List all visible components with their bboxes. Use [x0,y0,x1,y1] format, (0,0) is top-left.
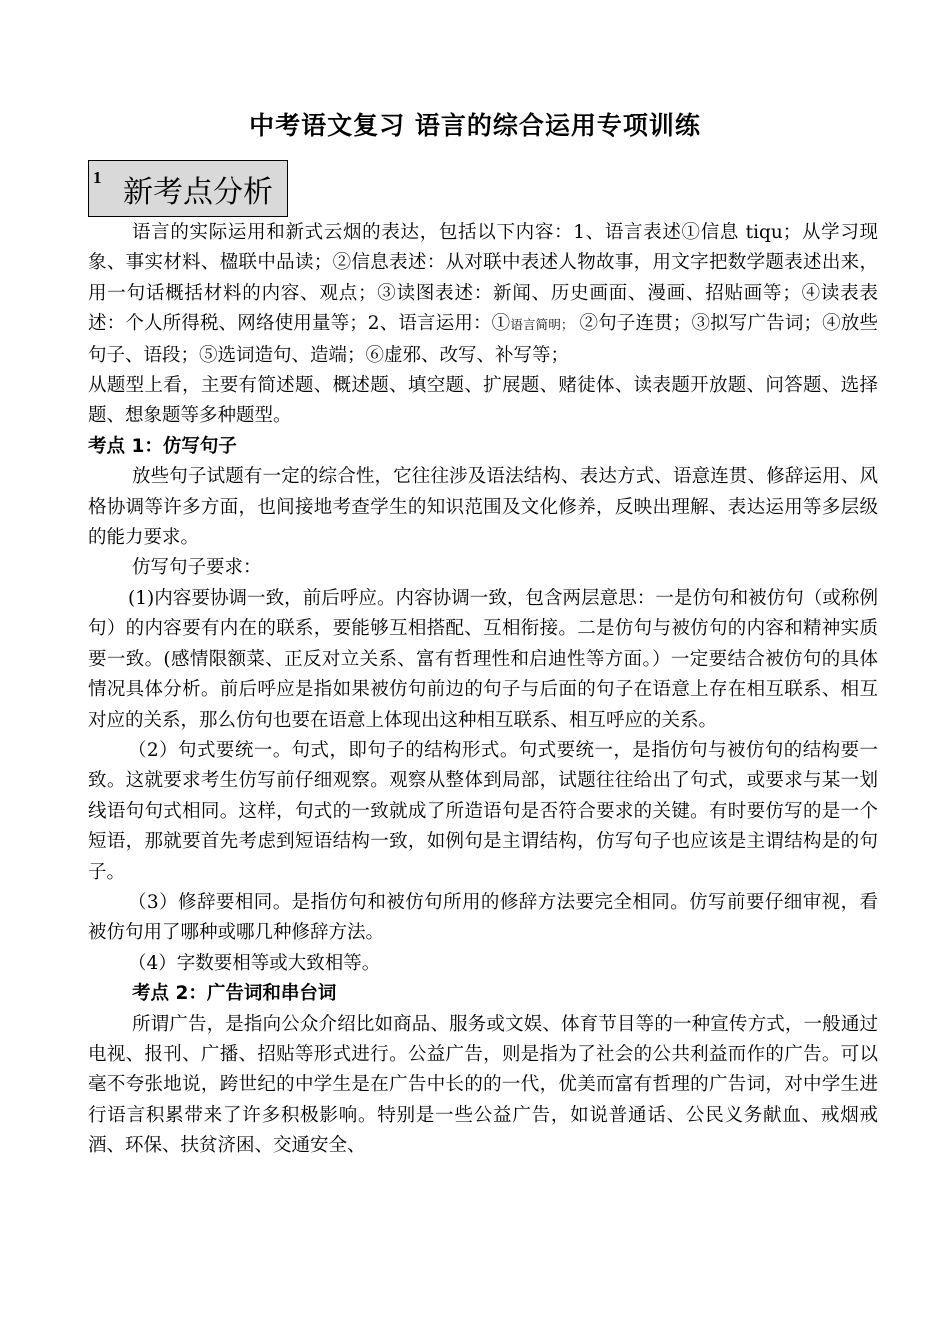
small-text: 语言简明； [510,317,574,333]
section-heading-box [88,160,288,217]
heading-point-1: 考点 1：仿写句子 [88,435,237,457]
section-number: 1 [93,168,102,187]
paragraph-point-1-intro: 放些句子试题有一定的综合性，它往往涉及语法结构、表达方式、语意连贯、修辞运用、风格协调等许多方面，也间接地考查学生的知识范围及文化修养，反映出理解、表达运用等多层级的能力要求。 [88,466,878,549]
paragraph-requirement-4: （4）字数要相等或大致相等。 [128,952,381,974]
document-body [88,218,878,1162]
paragraph-requirement-3: （3）修辞要相同。是指仿句和被仿句所用的修辞方法要完全相同。仿写前要仔细审视，看被仿句用了哪种或哪几种修辞方法。 [88,891,878,944]
paragraph-question-types: 从题型上看，主要有简述题、概述题、填空题、扩展题、赌徒体、读表题开放题、问答题、选择题、想象题等多种题型。 [88,375,878,427]
heading-point-2: 考点 2：广告词和串台词 [132,983,337,1005]
paragraph-text: ②句子连贯；③拟写广告词；④放些句子、语段；⑤选词造句、造端；⑥虚邪、改写、补写等； [88,313,878,366]
paragraph-advertising: 所谓广告，是指向公众介绍比如商品、服务或文娱、体育节目等的一种宣传方式，一般通过电视、报刊、广播、招贴等形式进行。公益广告，则是指为了社会的公共利益而作的广告。可以毫不夸张地说，跨世纪的中学生是在广告中长的的一代，优美而富有哲理的广告词，对中学生进行语言积累带来了许多积极影响。特别是一些公益广告，如说普通话、公民义务献血、戒烟戒酒、环保、扶贫济困、交通安全、 [88,1013,878,1157]
document-title: 中考语文复习 语言的综合运用专项训练 [249,111,701,140]
section-title: 新考点分析 [123,175,273,210]
paragraph-requirement-2: （2）句式要统一。句式，即句子的结构形式。句式要统一，是指仿句与被仿句的结构要一致。这就要求考生仿写前仔细观察。观察从整体到局部，试题往往给出了句式，或要求与某一划线语句句式相同。这样，句式的一致就成了所造语句是否符合要求的关键。有时要仿写的是一个短语，那就要首先考虑到短语结构一致，如例句是主谓结构，仿写句子也应该是主谓结构是的句子。 [88,739,878,883]
paragraph-requirements: 仿写句子要求： [132,557,262,579]
paragraph-overview [88,218,878,371]
paragraph-requirement-1: (1)内容要协调一致，前后呼应。内容协调一致，包含两层意思：一是仿句和被仿句（或称例句）的内容要有内在的联系，要能够互相搭配、互相衔接。二是仿句与被仿句的内容和精神实质要一致。(感情限额菜、正反对立关系、富有哲理性和启迪性等方面。）一定要结合被仿句的具体情况具体分析。前后呼应是指如果被仿句前边的句子与后面的句子在语意上存在相互联系、相互对应的关系，那么仿句也要在语意上体现出这种相互联系、相互呼应的关系。 [88,587,878,731]
paragraph-text: 语言的实际运用和新式云烟的表达，包括以下内容：1、语言表述①信息 tiqu；从学习现象、事实材料、楹联中品读；②信息表述：从对联中表述人物故事，用文字把数学题表述出来，用一句话概括材料的内容、观点；③读图表述：新闻、历史画面、漫画、招贴画等；④读表表述：个人所得税、网络使用量等；2、语言运用：① [88,222,878,335]
